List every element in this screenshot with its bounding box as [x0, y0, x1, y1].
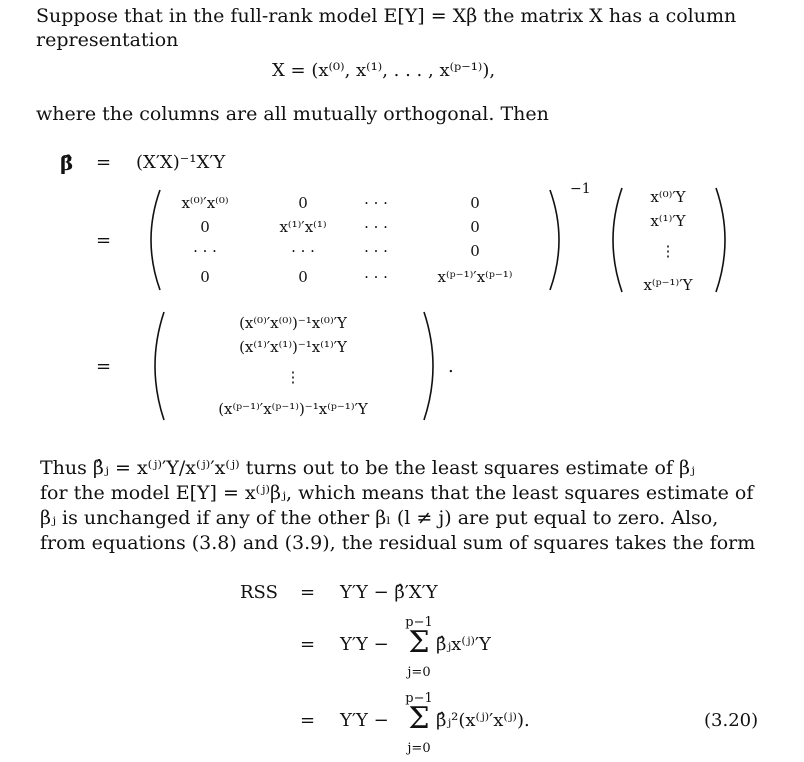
equation-x-columns: X = (x⁽⁰⁾, x⁽¹⁾, . . . , x⁽ᵖ⁻¹⁾), [272, 60, 496, 81]
matrix-cell: · · · [193, 242, 217, 260]
result-period: . [448, 356, 454, 377]
paragraph-3-line-1: Thus β̂ⱼ = x⁽ʲ⁾′Y/x⁽ʲ⁾′x⁽ʲ⁾ turns out to be the least squares estimate of βⱼ [40, 457, 695, 479]
vector-cell: x⁽⁰⁾′Y [650, 188, 686, 206]
rss-line-3-prefix: Y′Y − [340, 710, 389, 731]
paragraph-3-line-4: from equations (3.8) and (3.9), the residual sum of squares takes the form [40, 532, 756, 554]
matrix-cell: 0 [298, 194, 308, 212]
matrix-cell: 0 [470, 242, 480, 260]
equals-sign-2: = [96, 230, 112, 251]
result-cell: (x⁽⁰⁾′x⁽⁰⁾)⁻¹x⁽⁰⁾′Y [239, 314, 347, 332]
matrix-cell: x⁽¹⁾′x⁽¹⁾ [279, 218, 327, 236]
inverse-exponent: −1 [570, 181, 591, 197]
rss-line-2-term: β̂ⱼx⁽ʲ⁾′Y [436, 634, 491, 655]
sum-upper-limit: p−1 [405, 615, 433, 630]
paragraph-3-line-2: for the model E[Y] = x⁽ʲ⁾βⱼ, which means that the least squares estimate of [40, 482, 754, 504]
matrix-cell: · · · [364, 268, 388, 286]
rss-equals-2: = [300, 634, 316, 655]
result-cell: (x⁽¹⁾′x⁽¹⁾)⁻¹x⁽¹⁾′Y [239, 338, 347, 356]
beta-hat-symbol: β̂ [60, 151, 74, 175]
paragraph-3-line-3: βⱼ is unchanged if any of the other βₗ (l ≠ j) are put equal to zero. Also, [40, 507, 719, 529]
sum-upper-limit: p−1 [405, 691, 433, 706]
equals-sign-3: = [96, 356, 112, 377]
matrix-cell: · · · [364, 218, 388, 236]
rss-equals-3: = [300, 710, 316, 731]
equation-number: (3.20) [704, 710, 759, 731]
summation-symbol: Σ [408, 625, 430, 660]
beta-hat-formula: (X′X)⁻¹X′Y [136, 152, 226, 173]
matrix-cell: 0 [298, 268, 308, 286]
rss-equals-1: = [300, 582, 316, 603]
matrix-cell: x⁽⁰⁾′x⁽⁰⁾ [181, 194, 229, 212]
sum-lower-limit: j=0 [407, 741, 431, 756]
matrix-cell: 0 [200, 268, 210, 286]
matrix-cell: · · · [364, 242, 388, 260]
matrix-cell: · · · [364, 194, 388, 212]
paragraph-2: where the columns are all mutually orthogonal. Then [36, 103, 549, 125]
matrix-right-paren [544, 186, 572, 294]
result-cell: ⋮ [285, 368, 301, 386]
sum-lower-limit: j=0 [407, 665, 431, 680]
rss-line-1: Y′Y − β̂′X′Y [340, 582, 438, 603]
equals-sign-1: = [96, 152, 112, 173]
vector-cell: x⁽ᵖ⁻¹⁾′Y [643, 276, 693, 294]
paragraph-1-line-1: Suppose that in the full-rank model E[Y] = Xβ the matrix X has a column [36, 5, 737, 27]
paragraph-1-line-2: representation [36, 29, 179, 51]
result-cell: (x⁽ᵖ⁻¹⁾′x⁽ᵖ⁻¹⁾)⁻¹x⁽ᵖ⁻¹⁾′Y [218, 400, 368, 418]
rss-label: RSS [240, 582, 278, 603]
rss-line-2-prefix: Y′Y − [340, 634, 389, 655]
vector-cell: ⋮ [660, 242, 676, 260]
summation-symbol: Σ [408, 701, 430, 736]
rss-line-3-term: β̂ⱼ²(x⁽ʲ⁾′x⁽ʲ⁾). [436, 710, 530, 731]
matrix-cell: 0 [200, 218, 210, 236]
matrix-cell: 0 [470, 194, 480, 212]
matrix-cell: · · · [291, 242, 315, 260]
vector-cell: x⁽¹⁾′Y [650, 212, 686, 230]
matrix-cell: x⁽ᵖ⁻¹⁾′x⁽ᵖ⁻¹⁾ [437, 268, 513, 286]
matrix-cell: 0 [470, 218, 480, 236]
